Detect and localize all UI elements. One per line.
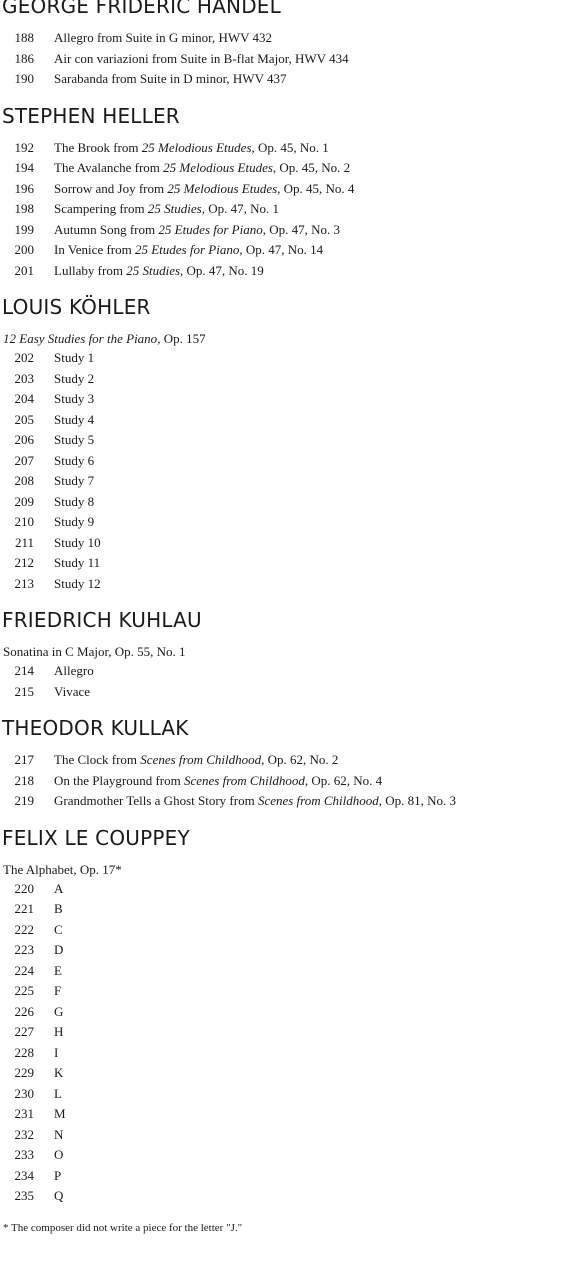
page-number: 199 <box>14 221 34 237</box>
page-number: 223 <box>14 942 34 957</box>
piece-title-part: , Op. 45, No. 1 <box>251 139 329 155</box>
piece-title <box>54 553 100 574</box>
page-number: 233 <box>14 1147 34 1162</box>
piece-title <box>54 261 264 282</box>
spacer <box>0 812 574 826</box>
composer-heading: FELIX LE COUPPEY <box>2 825 190 850</box>
piece-title <box>54 199 279 220</box>
piece-title <box>54 348 94 369</box>
piece-title <box>54 750 338 771</box>
spacer <box>0 128 574 138</box>
page-number: 219 <box>14 793 34 808</box>
work-title-part: Sonatina in C Major, Op. 55, No. 1 <box>3 644 186 659</box>
contents-entry <box>0 512 574 533</box>
page-number: 221 <box>14 901 34 916</box>
composer-section <box>0 90 574 282</box>
piece-title-part: Study 4 <box>54 411 95 427</box>
page-number: 192 <box>14 139 34 155</box>
piece-title <box>54 1125 63 1146</box>
piece-title <box>54 961 62 982</box>
piece-title <box>54 791 456 812</box>
spacer <box>0 18 574 28</box>
composer-section <box>0 702 574 812</box>
piece-title-part: E <box>54 962 62 978</box>
piece-title-part: Vivace <box>54 683 91 699</box>
composer-heading: THEODOR KULLAK <box>2 716 189 740</box>
page-number: 207 <box>14 452 34 468</box>
piece-title <box>54 28 272 49</box>
work-title-part: , Op. 157 <box>157 331 206 346</box>
page-number: 211 <box>14 534 34 550</box>
spacer <box>0 594 574 608</box>
work-title <box>0 329 574 348</box>
contents-entry <box>0 158 574 179</box>
piece-title-part: F <box>54 983 62 998</box>
spacer <box>0 740 574 750</box>
page-number: 227 <box>14 1024 34 1039</box>
page-number: 188 <box>14 30 34 45</box>
piece-title-part: 25 Etudes for Piano <box>158 221 263 237</box>
piece-title-part: Grandmother Tells a Ghost Story from <box>54 793 258 808</box>
piece-title-part: Study 10 <box>54 534 101 550</box>
piece-title <box>54 1145 63 1166</box>
piece-title-part: N <box>54 1126 64 1142</box>
page-number: 217 <box>14 752 34 767</box>
contents-entry <box>0 389 574 410</box>
contents-entry <box>0 138 574 159</box>
contents-entry <box>0 899 574 920</box>
contents-entry <box>0 533 574 554</box>
piece-title-part: Autumn Song from <box>54 221 159 237</box>
piece-title-part: On the Playground from <box>54 772 184 788</box>
piece-title-part: C <box>54 921 63 937</box>
composer-section <box>0 812 574 1207</box>
contents-entry <box>0 791 574 812</box>
page-number: 202 <box>14 350 34 365</box>
piece-title-part: , Op. 47, No. 14 <box>239 242 324 257</box>
piece-title-part: 25 Etudes for Piano <box>134 242 240 257</box>
work-title-part: The Alphabet, Op. 17* <box>3 861 122 877</box>
piece-title-part: , Op. 47, No. 3 <box>262 221 341 237</box>
piece-title-part: K <box>54 1065 64 1080</box>
contents-entry <box>0 261 574 282</box>
piece-title <box>54 899 63 920</box>
piece-title-part: Study 11 <box>54 555 101 570</box>
contents-entry <box>0 879 574 900</box>
piece-title <box>54 920 63 941</box>
page-number: 220 <box>14 880 34 896</box>
piece-title-part: 25 Melodious Etudes <box>141 139 252 155</box>
piece-title-part: Study 6 <box>54 452 95 468</box>
piece-title-part: O <box>54 1147 64 1162</box>
piece-title-part: B <box>54 901 63 916</box>
piece-title <box>54 512 94 533</box>
piece-title-part: Air con variazioni from Suite in B-flat Major, HWV 434 <box>54 50 349 66</box>
contents-entry <box>0 920 574 941</box>
composer-heading: GEORGE FRIDERIC HANDEL <box>2 0 281 18</box>
page-number: 194 <box>14 160 34 175</box>
piece-title-part: M <box>54 1106 66 1121</box>
contents-entry <box>0 1002 574 1023</box>
contents-entry <box>0 750 574 771</box>
page-number: 218 <box>14 772 34 788</box>
piece-title-part: , Op. 45, No. 2 <box>272 160 351 175</box>
page-number: 229 <box>14 1065 34 1080</box>
piece-title <box>54 1166 61 1187</box>
page-number: 230 <box>14 1085 34 1101</box>
piece-title-part: 25 Studies <box>147 201 202 216</box>
page-number: 212 <box>14 555 34 570</box>
piece-title <box>54 1186 63 1207</box>
piece-title <box>54 1022 63 1043</box>
piece-title-part: Study 5 <box>54 432 95 447</box>
piece-title-part: G <box>54 1003 64 1019</box>
piece-title-part: , Op. 47, No. 19 <box>180 262 264 278</box>
contents-entry <box>0 1186 574 1207</box>
piece-title-part: Sorrow and Joy from <box>54 180 168 196</box>
piece-title-part: Study 9 <box>54 514 95 529</box>
spacer <box>0 90 574 104</box>
contents-entry <box>0 981 574 1002</box>
piece-title-part: , Op. 62, No. 2 <box>261 752 339 767</box>
piece-title <box>54 138 329 159</box>
contents-entry <box>0 28 574 49</box>
work-title-part: 12 Easy Studies for the Piano <box>3 331 158 346</box>
contents-entry <box>0 240 574 261</box>
piece-title <box>54 158 350 179</box>
contents-entry <box>0 430 574 451</box>
piece-title-part: , Op. 62, No. 4 <box>304 772 383 788</box>
work-title <box>0 642 574 661</box>
footnote: * The composer did not write a piece for the letter "J." <box>3 1221 243 1234</box>
page-number: 209 <box>14 493 34 509</box>
piece-title <box>54 220 340 241</box>
contents-entry <box>0 220 574 241</box>
piece-title-part: Sarabanda from Suite in D minor, HWV 437 <box>54 71 287 86</box>
composer-heading: STEPHEN HELLER <box>2 103 180 128</box>
page-number: 208 <box>14 473 34 488</box>
piece-title <box>54 661 94 682</box>
piece-title-part: Study 8 <box>54 493 95 509</box>
piece-title <box>54 1043 58 1064</box>
piece-title-part: I <box>54 1044 59 1060</box>
contents-entry <box>0 1084 574 1105</box>
work-title <box>0 860 574 879</box>
page-number: 213 <box>14 575 34 591</box>
piece-title <box>54 682 90 703</box>
page-number: 203 <box>14 370 34 386</box>
piece-title <box>54 1063 63 1084</box>
composer-heading: LOUIS KÖHLER <box>2 295 151 319</box>
piece-title-part: Q <box>54 1188 64 1203</box>
page-number: 198 <box>14 201 34 216</box>
piece-title <box>54 574 101 595</box>
spacer <box>0 1207 574 1221</box>
piece-title <box>54 771 382 792</box>
page-number: 225 <box>14 983 34 998</box>
piece-title-part: , Op. 45, No. 4 <box>277 180 355 196</box>
piece-title <box>54 1002 63 1023</box>
piece-title-part: Lullaby from <box>54 262 127 278</box>
contents-entry <box>0 1063 574 1084</box>
piece-title <box>54 389 94 410</box>
page-number: 215 <box>14 683 34 699</box>
piece-title <box>54 940 63 961</box>
contents-entry <box>0 410 574 431</box>
piece-title-part: H <box>54 1024 64 1039</box>
page-number: 200 <box>14 242 34 257</box>
contents-entry <box>0 492 574 513</box>
page-number: 214 <box>14 663 34 678</box>
page-number: 234 <box>14 1167 34 1183</box>
contents-entry <box>0 69 574 90</box>
piece-title-part: A <box>54 880 64 896</box>
piece-title-part: P <box>54 1167 62 1183</box>
contents-entry <box>0 1145 574 1166</box>
piece-title <box>54 369 94 390</box>
contents-entry <box>0 369 574 390</box>
piece-title-part: Study 12 <box>54 575 101 591</box>
piece-title-part: , Op. 47, No. 1 <box>201 201 279 216</box>
piece-title <box>54 430 94 451</box>
contents-entry <box>0 471 574 492</box>
page-number: 206 <box>14 432 34 447</box>
contents-entry <box>0 553 574 574</box>
page-number: 190 <box>14 71 34 86</box>
contents-entry <box>0 682 574 703</box>
piece-title-part: Study 7 <box>54 473 95 488</box>
page-number: 210 <box>14 514 34 529</box>
page-number: 201 <box>14 262 34 278</box>
piece-title-part: Scampering from <box>54 201 148 216</box>
piece-title <box>54 492 94 513</box>
piece-title-part: The Brook from <box>54 139 142 155</box>
piece-title <box>54 410 94 431</box>
composer-section <box>0 594 574 702</box>
contents-entry <box>0 961 574 982</box>
piece-title <box>54 179 354 200</box>
spacer <box>0 319 574 329</box>
piece-title <box>54 451 94 472</box>
piece-title-part: 25 Studies <box>126 262 181 278</box>
page-number: 224 <box>14 962 34 978</box>
piece-title-part: Allegro <box>54 663 94 678</box>
page-number: 235 <box>14 1188 34 1203</box>
page-number: 226 <box>14 1003 34 1019</box>
piece-title-part: In Venice from <box>54 242 135 257</box>
contents-entry <box>0 179 574 200</box>
contents-entry <box>0 1022 574 1043</box>
piece-title-part: L <box>54 1085 62 1101</box>
piece-title-part: , Op. 81, No. 3 <box>378 793 457 808</box>
composer-heading: FRIEDRICH KUHLAU <box>2 608 202 632</box>
page-number: 205 <box>14 411 34 427</box>
piece-title-part: Scenes from Childhood <box>257 793 379 808</box>
piece-title-part: 25 Melodious Etudes <box>163 160 273 175</box>
piece-title-part: The Clock from <box>54 752 141 767</box>
piece-title <box>54 1104 66 1125</box>
piece-title-part: 25 Melodious Etudes <box>167 180 278 196</box>
page-number: 222 <box>14 921 34 937</box>
contents-entry <box>0 661 574 682</box>
contents-entry <box>0 49 574 70</box>
piece-title-part: Allegro from Suite in G minor, HWV 432 <box>54 30 273 45</box>
spacer <box>0 850 574 860</box>
contents-entry <box>0 574 574 595</box>
spacer <box>0 632 574 642</box>
composer-section <box>0 0 574 90</box>
piece-title-part: Scenes from Childhood <box>183 772 305 788</box>
contents-entry <box>0 1104 574 1125</box>
composer-section <box>0 281 574 594</box>
page-number: 228 <box>14 1044 34 1060</box>
contents-entry <box>0 199 574 220</box>
piece-title-part: The Avalanche from <box>54 160 164 175</box>
piece-title-part: Study 3 <box>54 391 95 406</box>
piece-title <box>54 240 323 261</box>
contents-entry <box>0 348 574 369</box>
page-number: 186 <box>14 50 34 66</box>
contents-entry <box>0 1166 574 1187</box>
contents-entry <box>0 940 574 961</box>
page-number: 204 <box>14 391 34 406</box>
piece-title <box>54 879 63 900</box>
piece-title <box>54 69 286 90</box>
contents-entry <box>0 771 574 792</box>
piece-title <box>54 49 349 70</box>
page-number: 231 <box>14 1106 34 1121</box>
spacer <box>0 702 574 716</box>
piece-title-part: Scenes from Childhood <box>140 752 262 767</box>
piece-title <box>54 981 61 1002</box>
contents-entry <box>0 451 574 472</box>
page-number: 232 <box>14 1126 34 1142</box>
contents-entry <box>0 1043 574 1064</box>
piece-title <box>54 1084 62 1105</box>
piece-title-part: Study 2 <box>54 370 95 386</box>
piece-title <box>54 471 94 492</box>
page-number: 196 <box>14 180 34 196</box>
piece-title <box>54 533 101 554</box>
spacer <box>0 281 574 295</box>
piece-title-part: Study 1 <box>54 350 95 365</box>
contents-entry <box>0 1125 574 1146</box>
piece-title-part: D <box>54 942 64 957</box>
